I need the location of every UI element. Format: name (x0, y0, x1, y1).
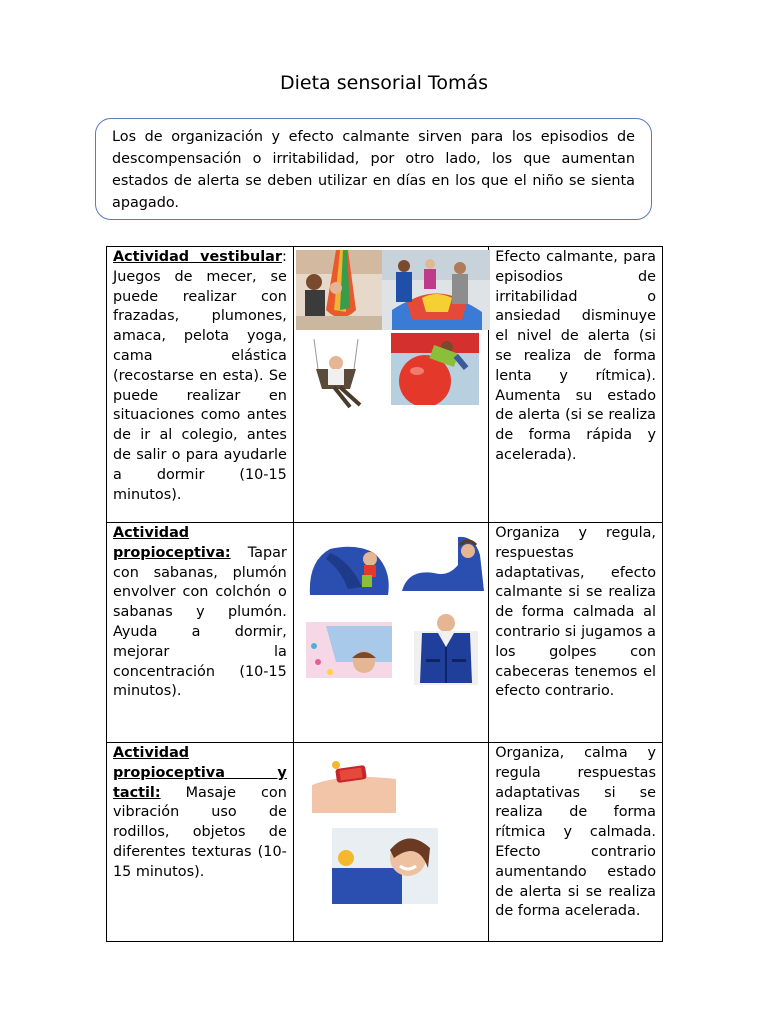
table-row (107, 523, 663, 743)
table-row (107, 247, 663, 523)
yoga-ball-photo (391, 333, 479, 405)
effect-cell: Efecto calmante, para episodios de irritabilidad o ansiedad disminuye el nivel de alerta (si se realiza de forma lenta y rítmica). Aumenta su estado de alerta (si se realiza de forma rápida y acelerada). (489, 247, 663, 523)
effect-cell: Organiza y regula, respuestas adaptativas, efecto calmante si se realiza de forma calmada al contrario si jugamos a los golpes con cabeceras tenemos el efecto contrario. (489, 523, 663, 743)
activity-cell (107, 523, 294, 743)
activity-heading: Actividad propioceptiva: (113, 525, 231, 561)
sensory-diet-table (106, 246, 663, 942)
table-row (107, 743, 663, 942)
activity-cell (107, 743, 294, 942)
activity-description: Masaje con vibración uso de rodillos, objetos de diferentes texturas (10- 15 minutos). (113, 784, 287, 880)
hammock-swing-photo (296, 250, 382, 330)
effect-cell: Organiza, calma y regula respuestas adaptativas si se realiza de forma rítmica y calmada. Efecto contrario aumentando estado de alerta si se realiza de forma acelerada. (489, 743, 663, 942)
blue-sack-child-photo (398, 533, 486, 597)
page-title: Dieta sensorial Tomás (280, 72, 488, 94)
parachute-play-photo (382, 250, 490, 330)
blue-sack-chair-photo (304, 539, 396, 601)
images-cell (293, 743, 488, 942)
activity-heading: Actividad propioceptiva y tactil: (113, 745, 287, 801)
baby-swing-photo (300, 339, 372, 411)
weighted-vest-photo (408, 613, 484, 685)
heading-colon: : (281, 249, 287, 265)
massage-roller-photo (312, 755, 396, 813)
activity-description: Juegos de mecer, se puede realizar con frazadas, plumones, amaca, pelota yoga, cama elástica (recostarse en esta). Se puede realizar en situaciones como antes de ir al colegio, antes de salir o para ayudarle a dormir (10-15 minutos). (113, 268, 287, 503)
activity-heading: Actividad vestibular (113, 249, 282, 265)
intro-note: Los de organización y efecto calmante sirven para los episodios de descompensación o irritabilidad, por otro lado, los que aumentan estados de alerta se deben utilizar en días en los que el niño se sienta apagado. (95, 118, 652, 220)
images-cell (293, 247, 488, 523)
smiling-child-photo (332, 828, 438, 904)
activity-description: Tapar con sabanas, plumón envolver con colchón o sabanas y plumón. Ayuda a dormir, mejorar la concentración (10-15 minutos). (113, 544, 287, 700)
child-under-blanket-photo (306, 622, 392, 678)
images-cell (293, 523, 488, 743)
activity-cell (107, 247, 294, 523)
